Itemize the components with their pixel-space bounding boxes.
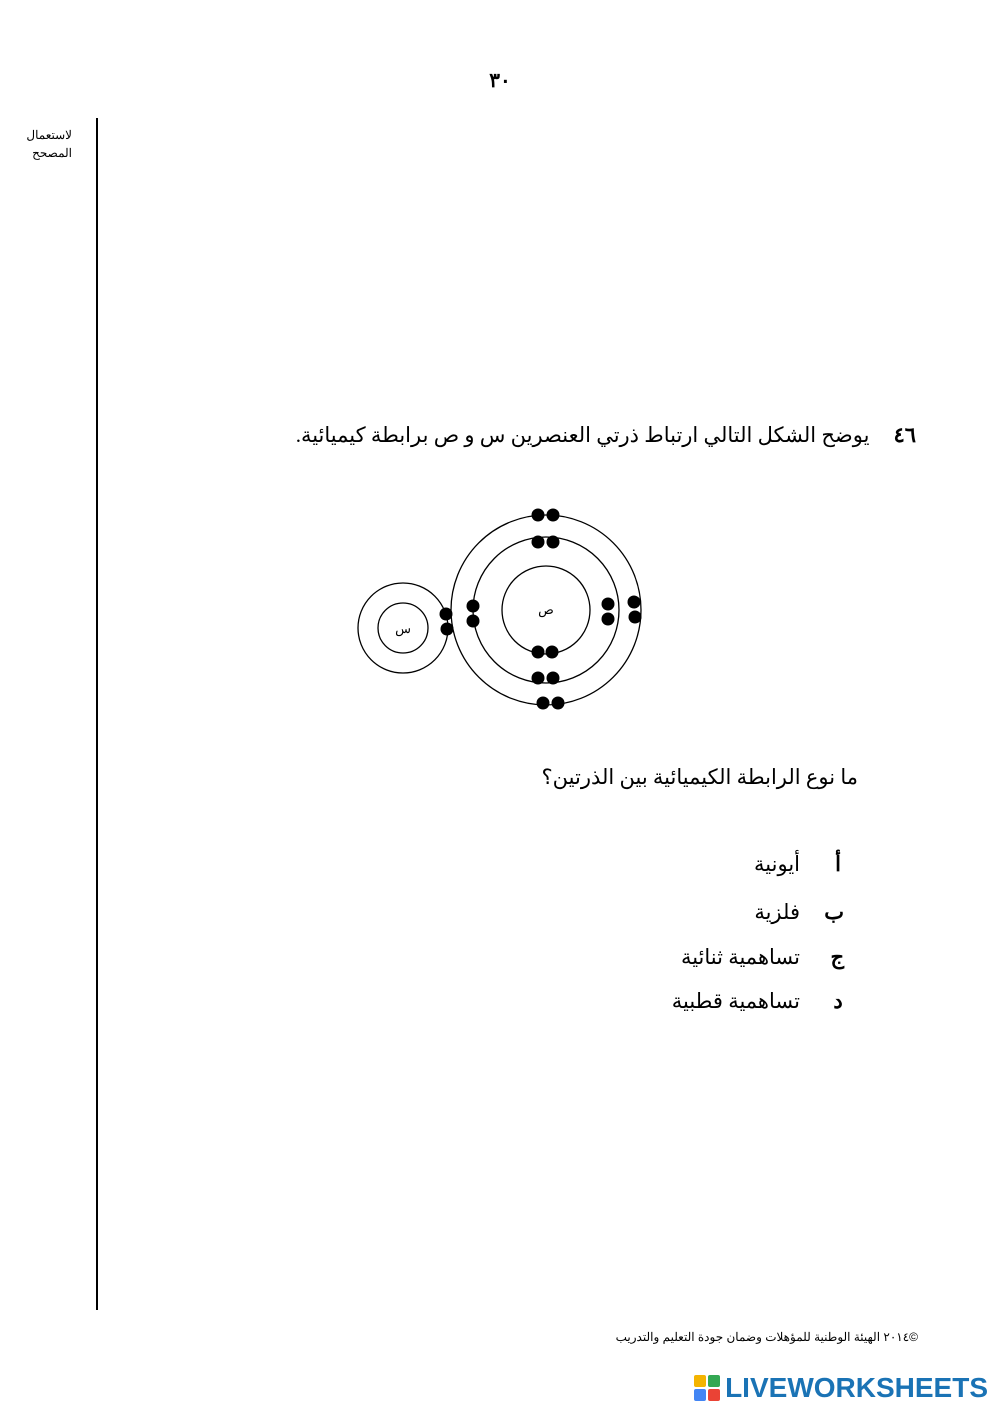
option-letter: أ (835, 852, 841, 876)
option-text: فلزية (754, 900, 800, 924)
option-text: تساهمية قطبية (671, 989, 800, 1013)
question-header (296, 422, 916, 448)
atom-small-label: س (395, 621, 411, 636)
margin-note-line1: لاستعمال (26, 128, 72, 142)
inner-electron (546, 646, 559, 659)
middle-electron (547, 536, 560, 549)
brand-text: LIVEWORKSHEETS (725, 1372, 988, 1403)
option-letter: د (833, 989, 843, 1013)
middle-electron (467, 600, 480, 613)
shared-electron (441, 623, 454, 636)
copyright-footer: ©٢٠١٤ الهيئة الوطنية للمؤهلات وضمان جودة التعليم والتدريب (615, 1330, 918, 1344)
option-text: تساهمية ثنائية (680, 945, 800, 969)
liveworksheets-logo[interactable] (693, 1372, 988, 1404)
question-number: ٤٦ (893, 422, 916, 447)
option-a[interactable] (754, 852, 844, 877)
middle-electron (602, 598, 615, 611)
outer-electron (629, 611, 642, 624)
sub-question: ما نوع الرابطة الكيميائية بين الذرتين؟ (541, 765, 858, 789)
atom-bond-diagram (340, 496, 660, 726)
option-letter: ج (830, 945, 844, 969)
outer-electron (537, 697, 550, 710)
grader-margin-note (12, 126, 72, 162)
question-text: يوضح الشكل التالي ارتباط ذرتي العنصرين س و ص برابطة كيميائية. (295, 423, 870, 447)
option-b[interactable] (754, 900, 844, 925)
atom-large-label: ص (538, 602, 554, 617)
outer-electron (532, 509, 545, 522)
liveworksheets-icon (693, 1374, 721, 1402)
page-number: ٣٠ (489, 68, 511, 92)
middle-electron (547, 672, 560, 685)
outer-electron (547, 509, 560, 522)
option-text: أيونية (754, 852, 800, 876)
option-d[interactable] (672, 989, 844, 1014)
margin-divider (96, 118, 98, 1310)
inner-electron (532, 646, 545, 659)
middle-electron (602, 613, 615, 626)
middle-electron (467, 615, 480, 628)
margin-note-line2: المصحح (32, 146, 72, 160)
shared-electron (440, 608, 453, 621)
middle-electron (532, 672, 545, 685)
outer-electron (628, 596, 641, 609)
outer-electron (552, 697, 565, 710)
middle-electron (532, 536, 545, 549)
option-letter: ب (824, 900, 844, 924)
option-c[interactable] (681, 945, 844, 970)
